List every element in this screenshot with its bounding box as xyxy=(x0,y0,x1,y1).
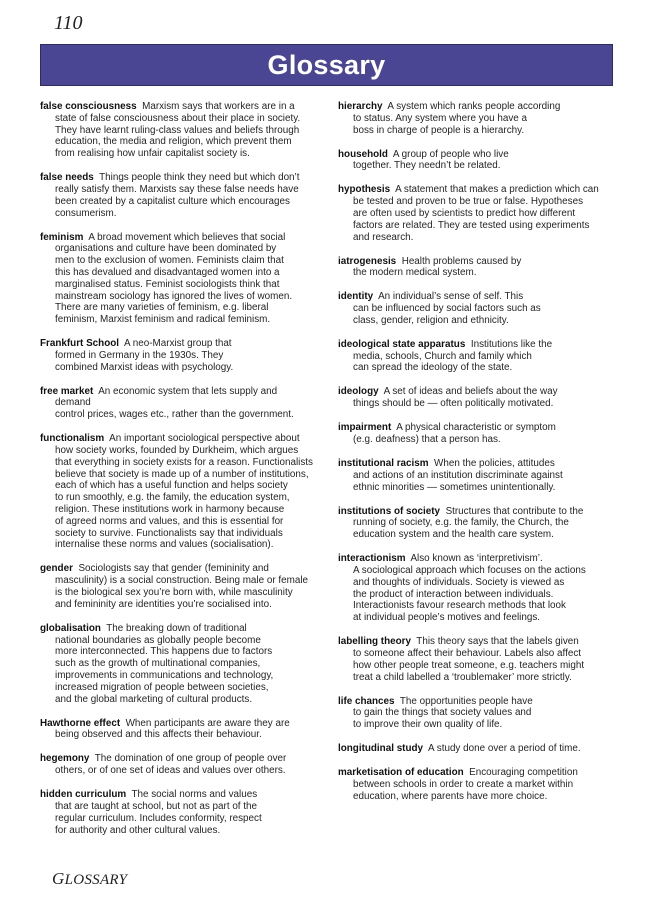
glossary-term: gender xyxy=(40,563,73,575)
glossary-entry-text xyxy=(338,458,613,493)
glossary-definition-line: can spread the ideology of the state. xyxy=(353,362,513,374)
glossary-term: institutional racism xyxy=(338,458,429,470)
glossary-entry-text xyxy=(338,743,613,755)
glossary-entry-text xyxy=(338,256,613,280)
glossary-entry-text xyxy=(40,338,315,373)
glossary-term: false consciousness xyxy=(40,101,137,112)
glossary-definition-line: A study done over a period of time. xyxy=(427,743,581,755)
glossary-definition-line: Health problems caused by xyxy=(401,255,522,267)
glossary-entry-text xyxy=(40,172,315,219)
page-title: Glossary xyxy=(267,49,386,80)
glossary-term: Frankfurt School xyxy=(40,338,120,350)
glossary-definition-line: men to the exclusion of women. Feminists claim that xyxy=(55,255,284,267)
glossary-definition-line: and actions of an institution discriminate against xyxy=(353,469,563,481)
glossary-definition-line: treat a child labelled a ‘troublemaker’ more strictly. xyxy=(353,671,572,683)
glossary-term: impairment xyxy=(338,422,392,434)
glossary-definition-line: such as the growth of multinational companies, xyxy=(55,658,261,670)
glossary-entry-text xyxy=(338,339,613,374)
glossary-entry xyxy=(338,743,613,755)
glossary-definition-line: When the policies, attitudes xyxy=(434,458,555,470)
glossary-definition-line: are often used by scientists to predict how different xyxy=(353,207,576,219)
glossary-entry-text xyxy=(338,422,613,446)
glossary-entry xyxy=(338,767,613,802)
glossary-definition-line: mainstream sociology has ignored the lives of women. xyxy=(55,290,293,302)
footer-initial: G xyxy=(52,869,65,888)
glossary-definition-line: consumerism. xyxy=(55,207,117,219)
glossary-definition-line: education system and the health care system. xyxy=(353,529,554,541)
glossary-definition-line: the modern medical system. xyxy=(353,267,477,279)
glossary-definition-line: ethnic minorities — sometimes unintentionally. xyxy=(353,481,556,493)
glossary-definition-line: feminism, Marxist feminism and radical feminism. xyxy=(55,314,271,326)
glossary-definition-line: increased migration of people between societies, xyxy=(55,681,269,693)
glossary-entry xyxy=(338,696,613,731)
glossary-entry-text xyxy=(338,553,613,624)
glossary-entry xyxy=(40,232,315,326)
glossary-term: feminism xyxy=(40,231,84,243)
glossary-definition-line: each of which has a useful function and helps society xyxy=(55,480,288,492)
glossary-entry-text xyxy=(338,149,613,173)
glossary-definition-line: state of false consciousness about their place in society. xyxy=(55,112,301,124)
glossary-definition-line: how society works, founded by Durkheim, which argues xyxy=(55,445,299,457)
glossary-entry-text xyxy=(338,767,613,802)
glossary-term: life chances xyxy=(338,695,395,707)
glossary-term: hierarchy xyxy=(338,101,383,112)
glossary-definition-line: An individual’s sense of self. This xyxy=(378,291,524,303)
glossary-definition-line: that everything in society exists for a reason. Functionalists xyxy=(55,456,313,468)
glossary-definition-line: and thoughts of individuals. Society is viewed as xyxy=(353,576,565,588)
glossary-entry xyxy=(338,184,613,243)
glossary-left-column xyxy=(40,101,315,849)
glossary-definition-line: to gain the things that society values and xyxy=(353,707,532,719)
glossary-definition-line: Also known as ‘interpretivism’. xyxy=(410,553,543,565)
glossary-definition-line: Sociologists say that gender (femininity and xyxy=(78,563,269,575)
glossary-definition-line: national boundaries as globally people become xyxy=(55,634,261,646)
glossary-entry xyxy=(40,386,315,421)
glossary-entry xyxy=(338,256,613,280)
glossary-term: globalisation xyxy=(40,622,101,634)
glossary-entry-text xyxy=(40,718,315,742)
glossary-definition-line: When participants are aware they are xyxy=(125,717,290,729)
glossary-definition-line: A statement that makes a prediction which can xyxy=(395,184,599,196)
glossary-term: marketisation of education xyxy=(338,767,464,779)
glossary-definition-line: things should be — often politically motivated. xyxy=(353,398,554,410)
glossary-definition-line: the product of interaction between individuals. xyxy=(353,588,554,600)
glossary-definition-line: and femininity are identities you’re socialised into. xyxy=(55,598,272,610)
glossary-definition-line: improvements in communications and technology, xyxy=(55,669,274,681)
glossary-definition-line: that are taught at school, but not as part of the xyxy=(55,800,258,812)
glossary-term: identity xyxy=(338,291,374,303)
glossary-definition-line: from realising how unfair capitalist society is. xyxy=(55,148,250,160)
glossary-entry xyxy=(40,563,315,610)
glossary-definition-line: The opportunities people have xyxy=(399,695,533,707)
glossary-definition-line: believe that society is made up of a number of institutions, xyxy=(55,468,309,480)
glossary-definition-line: An important sociological perspective about xyxy=(109,433,300,445)
glossary-term: interactionism xyxy=(338,553,406,565)
glossary-term: functionalism xyxy=(40,433,105,445)
glossary-definition-line: Institutions like the xyxy=(470,338,553,350)
glossary-definition-line: A physical characteristic or symptom xyxy=(396,422,556,434)
glossary-definition-line: internalise these norms and values (socialisation). xyxy=(55,539,274,551)
glossary-term: labelling theory xyxy=(338,636,411,648)
glossary-entry-text xyxy=(338,101,613,136)
glossary-entry xyxy=(40,338,315,373)
glossary-term: institutions of society xyxy=(338,505,441,517)
glossary-entry-text xyxy=(338,636,613,683)
glossary-definition-line: formed in Germany in the 1930s. They xyxy=(55,349,224,361)
glossary-term: Hawthorne effect xyxy=(40,717,121,729)
glossary-entry xyxy=(40,433,315,551)
glossary-definition-line: to status. Any system where you have a xyxy=(353,112,527,124)
glossary-entry-text xyxy=(40,386,315,421)
glossary-right-column xyxy=(338,101,613,815)
glossary-definition-line: is the biological sex you’re born with, while masculinity xyxy=(55,587,293,599)
glossary-term: hypothesis xyxy=(338,184,391,196)
glossary-term: free market xyxy=(40,385,94,397)
glossary-definition-line: education, the media and religion, which prevent them xyxy=(55,136,292,148)
glossary-definition-line: boss in charge of people is a hierarchy. xyxy=(353,124,525,136)
glossary-entry xyxy=(40,101,315,160)
glossary-definition-line: They have learnt ruling-class values and beliefs through xyxy=(55,124,300,136)
glossary-definition-line: and research. xyxy=(353,231,414,243)
page-number: 110 xyxy=(54,12,83,34)
glossary-term: hidden curriculum xyxy=(40,789,127,801)
glossary-definition-line: A sociological approach which focuses on the actions xyxy=(353,564,586,576)
glossary-entry xyxy=(338,636,613,683)
glossary-entry-text xyxy=(40,433,315,551)
glossary-definition-line: to run smoothly, e.g. the family, the education system, xyxy=(55,492,290,504)
glossary-entry xyxy=(40,789,315,836)
glossary-definition-line: and the global marketing of cultural products. xyxy=(55,693,253,705)
glossary-definition-line: really satisfy them. Marxists say these false needs have xyxy=(55,183,299,195)
glossary-term: household xyxy=(338,148,388,160)
glossary-entry xyxy=(40,623,315,706)
glossary-definition-line: masculinity) is a social construction. Being male or female xyxy=(55,575,309,587)
glossary-entry-text xyxy=(40,232,315,326)
glossary-entry xyxy=(338,506,613,541)
title-banner xyxy=(40,44,613,86)
glossary-definition-line: Structures that contribute to the xyxy=(445,505,584,517)
glossary-term: false needs xyxy=(40,172,94,184)
glossary-entry-text xyxy=(40,789,315,836)
footer-label xyxy=(52,869,127,889)
glossary-entry xyxy=(338,291,613,326)
glossary-term: longitudinal study xyxy=(338,743,424,755)
glossary-definition-line: combined Marxist ideas with psychology. xyxy=(55,361,234,373)
glossary-definition-line: (e.g. deafness) that a person has. xyxy=(353,434,501,446)
glossary-definition-line: regular curriculum. Includes conformity, respect xyxy=(55,812,262,824)
glossary-entry-text xyxy=(338,506,613,541)
glossary-definition-line: marginalised status. Feminist sociologists think that xyxy=(55,278,280,290)
glossary-definition-line: this has devalued and disadvantaged women into a xyxy=(55,266,280,278)
glossary-definition-line: Marxism says that workers are in a xyxy=(142,101,295,112)
glossary-definition-line: A broad movement which believes that social xyxy=(88,231,286,243)
glossary-definition-line: to improve their own quality of life. xyxy=(353,719,503,731)
glossary-definition-line: to someone affect their behaviour. Labels also affect xyxy=(353,647,582,659)
glossary-definition-line: been created by a capitalist culture which encourages xyxy=(55,195,290,207)
glossary-definition-line: Things people think they need but which don’t xyxy=(99,172,300,184)
glossary-definition-line: running of society, e.g. the family, the Church, the xyxy=(353,517,569,529)
glossary-definition-line: A neo-Marxist group that xyxy=(123,338,232,350)
glossary-definition-line: The breaking down of traditional xyxy=(106,622,247,634)
glossary-entry-text xyxy=(40,623,315,706)
glossary-definition-line: Interactionists favour research methods that look xyxy=(353,600,566,612)
glossary-definition-line: organisations and culture have been dominated by xyxy=(55,243,277,255)
glossary-entry xyxy=(338,101,613,136)
glossary-term: hegemony xyxy=(40,753,90,765)
glossary-entry-text xyxy=(338,696,613,731)
glossary-definition-line: being observed and this affects their behaviour. xyxy=(55,729,262,741)
glossary-definition-line: education, where parents have more choice. xyxy=(353,790,548,802)
glossary-definition-line: of agreed norms and values, and this is essential for xyxy=(55,515,284,527)
glossary-definition-line: how other people treat someone, e.g. teachers might xyxy=(353,659,585,671)
glossary-definition-line: be tested and proven to be true or false. Hypotheses xyxy=(353,196,584,208)
glossary-definition-line: control prices, wages etc., rather than the government. xyxy=(55,409,294,421)
glossary-definition-line: The domination of one group of people over xyxy=(94,753,287,765)
glossary-entry-text xyxy=(338,291,613,326)
glossary-definition-line: An economic system that lets supply and demand xyxy=(55,385,278,409)
glossary-entry-text xyxy=(338,386,613,410)
glossary-entry xyxy=(40,718,315,742)
glossary-entry-text xyxy=(40,753,315,777)
glossary-definition-line: factors are related. They are tested using experiments xyxy=(353,219,590,231)
glossary-term: ideology xyxy=(338,386,379,398)
footer-rest: LOSSARY xyxy=(64,872,128,888)
glossary-definition-line: others, or of one set of ideas and values over others. xyxy=(55,765,286,777)
glossary-entry xyxy=(338,458,613,493)
glossary-definition-line: The social norms and values xyxy=(131,789,258,801)
glossary-definition-line: A set of ideas and beliefs about the way xyxy=(383,386,558,398)
glossary-definition-line: at individual people’s motives and feelings. xyxy=(353,612,541,624)
glossary-term: ideological state apparatus xyxy=(338,338,466,350)
glossary-definition-line: class, gender, religion and ethnicity. xyxy=(353,314,509,326)
glossary-definition-line: This theory says that the labels given xyxy=(416,636,579,648)
glossary-entry-text xyxy=(338,184,613,243)
glossary-definition-line: religion. These institutions work in harmony because xyxy=(55,504,285,516)
glossary-term: iatrogenesis xyxy=(338,255,397,267)
glossary-entry xyxy=(338,553,613,624)
glossary-definition-line: between schools in order to create a market within xyxy=(353,778,574,790)
glossary-definition-line: for authority and other cultural values. xyxy=(55,824,221,836)
glossary-entry xyxy=(338,422,613,446)
glossary-definition-line: can be influenced by social factors such as xyxy=(353,303,541,315)
glossary-definition-line: more interconnected. This happens due to factors xyxy=(55,646,273,658)
glossary-entry xyxy=(40,172,315,219)
glossary-entry xyxy=(338,386,613,410)
glossary-entry xyxy=(338,149,613,173)
glossary-definition-line: Encouraging competition xyxy=(469,767,578,779)
glossary-entry xyxy=(338,339,613,374)
glossary-definition-line: media, schools, Church and family which xyxy=(353,350,532,362)
glossary-definition-line: A system which ranks people according xyxy=(387,101,561,112)
glossary-definition-line: There are many varieties of feminism, e.g. liberal xyxy=(55,302,269,314)
glossary-definition-line: together. They needn’t be related. xyxy=(353,160,501,172)
glossary-entry-text xyxy=(40,563,315,610)
glossary-entry xyxy=(40,753,315,777)
glossary-definition-line: A group of people who live xyxy=(392,148,509,160)
glossary-entry-text xyxy=(40,101,315,160)
glossary-definition-line: society to survive. Functionalists say that individuals xyxy=(55,527,283,539)
